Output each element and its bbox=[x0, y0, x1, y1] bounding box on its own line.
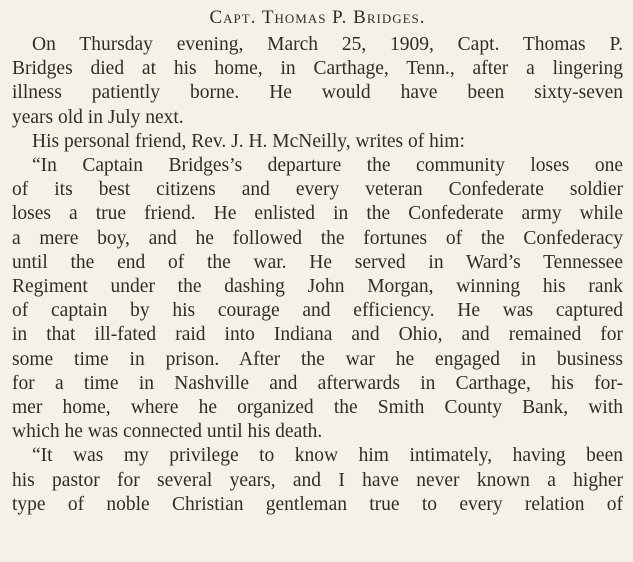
text-line: which he was connected until his death. bbox=[12, 421, 323, 443]
text-line: until the end of the war. He served in Ward’s Tennessee bbox=[12, 251, 623, 273]
text-line: his pastor for several years, and I have never known a higher bbox=[12, 469, 623, 491]
text-line: for a time in Nashville and afterwards in Carthage, his for- bbox=[12, 372, 623, 394]
text-line: some time in prison. After the war he engaged in business bbox=[12, 348, 623, 370]
text-line: His personal friend, Rev. J. H. McNeilly, writes of him: bbox=[32, 130, 465, 152]
text-line: of captain by his courage and efficiency. He was captured bbox=[12, 300, 623, 322]
text-line: Bridges died at his home, in Carthage, Tenn., after a lingering bbox=[12, 58, 623, 80]
text-line: “It was my privilege to know him intimately, having been bbox=[32, 445, 623, 467]
text-line: mer home, where he organized the Smith County Bank, with bbox=[12, 397, 623, 419]
text-line: loses a true friend. He enlisted in the Confederate army while bbox=[12, 203, 623, 225]
text-line: in that ill-fated raid into Indiana and Ohio, and remained for bbox=[12, 324, 623, 346]
article-title: Capt. Thomas P. Bridges. bbox=[209, 7, 426, 28]
paragraph-quote-pastor bbox=[12, 444, 623, 517]
text-line: of its best citizens and every veteran Confederate soldier bbox=[12, 179, 623, 201]
text-line: type of noble Christian gentleman true to every relation of bbox=[12, 493, 623, 515]
text-line: illness patiently borne. He would have been sixty-seven bbox=[12, 82, 623, 104]
paragraph-quote-service bbox=[12, 154, 623, 444]
text-line: On Thursday evening, March 25, 1909, Capt. Thomas P. bbox=[32, 34, 623, 55]
text-line: Regiment under the dashing John Morgan, winning his rank bbox=[12, 276, 623, 298]
text-line: years old in July next. bbox=[12, 106, 184, 128]
text-line: “In Captain Bridges’s departure the community loses one bbox=[32, 155, 623, 177]
paragraph-friend-intro bbox=[12, 130, 623, 154]
text-line: a mere boy, and he followed the fortunes of the Confederacy bbox=[12, 227, 623, 249]
paragraph-death-notice bbox=[12, 33, 623, 130]
